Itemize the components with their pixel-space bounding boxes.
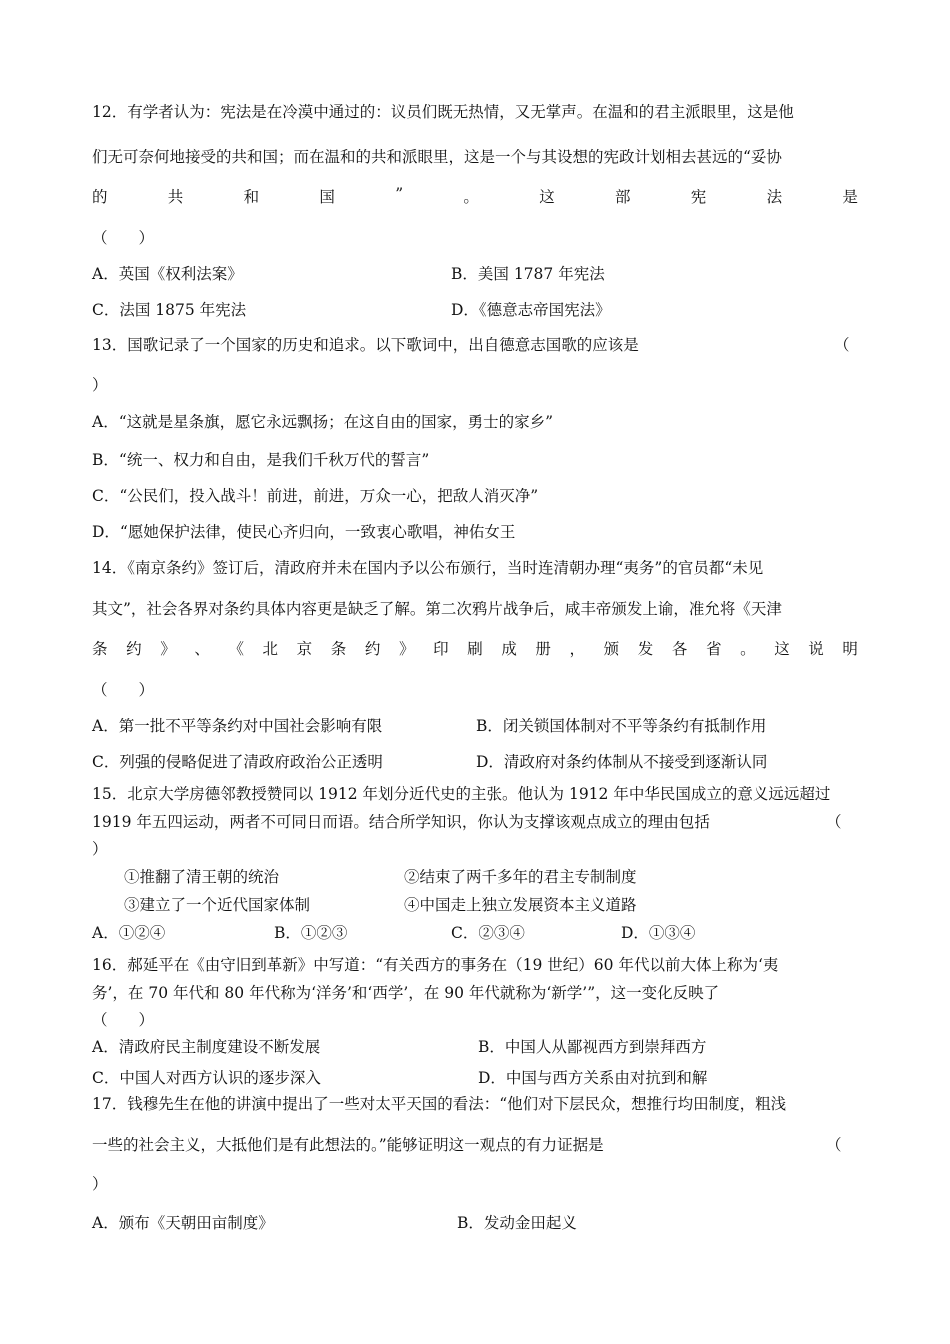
spread-char: 》 [398, 640, 415, 658]
q14-option-b: B．闭关锁国体制对不平等条约有抵制作用 [476, 717, 767, 735]
spread-char: 册 [535, 640, 551, 658]
q12-option-b: B．美国 1787 年宪法 [451, 265, 605, 283]
spread-char: 和 [243, 188, 260, 206]
q17-option-a: A．颁布《天朝田亩制度》 [92, 1214, 274, 1232]
spread-char: 国 [319, 188, 335, 206]
q13-line1: 13．国歌记录了一个国家的历史和追求。以下歌词中，出自德意志国歌的应该是 [92, 336, 639, 354]
q16-option-d: D．中国与西方关系由对抗到和解 [478, 1069, 708, 1087]
spread-char: ” [395, 185, 404, 203]
q12-paren: （ ） [92, 229, 155, 247]
q15-item-1: ①推翻了清王朝的统治 [124, 868, 280, 886]
spread-char: 是 [842, 188, 858, 206]
q15-line1: 15．北京大学房德邻教授赞同以 1912 年划分近代史的主张。他认为 1912 年中华民国成立的意义远远超过 [92, 785, 831, 803]
spread-char: 条 [330, 640, 347, 658]
spread-char: 各 [671, 640, 688, 658]
spread-char: 条 [92, 640, 108, 658]
spread-char: ， [569, 640, 586, 658]
q15-paren-right: ） [92, 840, 108, 858]
spread-char: 发 [637, 640, 654, 658]
q12-option-a: A．英国《权利法案》 [92, 265, 243, 283]
spread-char: 》 [160, 640, 176, 658]
q14-line1: 14．《南京条约》签订后，清政府并未在国内予以公布颁行，当时连清朝办理“夷务”的官员都“未见 [92, 559, 764, 577]
q15-item-2: ②结束了两千多年的君主专制制度 [404, 868, 637, 886]
spread-char: 约 [364, 640, 381, 658]
q15-option-d: D．①③④ [621, 924, 696, 942]
q16-option-b: B．中国人从鄙视西方到崇拜西方 [478, 1038, 707, 1056]
q16-line2: 务’，在 70 年代和 80 年代称为‘洋务’和‘西学’，在 90 年代就称为‘新学’”，这一变化反映了 [92, 984, 720, 1002]
q16-option-c: C．中国人对西方认识的逐步深入 [92, 1069, 321, 1087]
q15-option-c: C．②③④ [451, 924, 525, 942]
q13-paren-left: （ [834, 336, 850, 354]
q15-option-b: B．①②③ [274, 924, 348, 942]
spread-char: 颁 [603, 640, 620, 658]
q17-option-b: B．发动金田起义 [457, 1214, 577, 1232]
q14-line2: 其文”，社会各界对条约具体内容更是缺乏了解。第二次鸦片战争后，咸丰帝颁发上谕，准允将《天津 [92, 600, 782, 618]
spread-char: 部 [615, 188, 631, 206]
q13-option-c: C．“公民们，投入战斗！前进，前进，万众一心，把敌人消灭净” [92, 487, 539, 505]
q12-option-c: C．法国 1875 年宪法 [92, 301, 247, 319]
q16-option-a: A．清政府民主制度建设不断发展 [92, 1038, 321, 1056]
spread-char: 宪 [690, 188, 707, 206]
spread-char: 这 [539, 188, 555, 206]
q17-paren-right: ） [92, 1175, 108, 1193]
spread-char: 《 [228, 640, 244, 658]
q15-option-a: A．①②④ [92, 924, 166, 942]
spread-char: 刷 [467, 640, 483, 658]
spread-char: 的 [92, 188, 108, 206]
spread-char: 法 [766, 188, 783, 206]
q14-option-d: D．清政府对条约体制从不接受到逐渐认同 [476, 753, 768, 771]
q15-item-3: ③建立了一个近代国家体制 [124, 896, 311, 914]
spread-char: 成 [501, 640, 517, 658]
spread-char: 约 [126, 640, 142, 658]
q17-line2: 一些的社会主义，大抵他们是有此想法的。”能够证明这一观点的有力证据是 [92, 1136, 604, 1154]
spread-char: 省 [705, 640, 722, 658]
q12-option-d: D．《德意志帝国宪法》 [451, 301, 611, 319]
spread-char: 京 [296, 640, 313, 658]
q14-option-c: C．列强的侵略促进了清政府政治公正透明 [92, 753, 383, 771]
q12-line1: 12．有学者认为：宪法是在冷漠中通过的：议员们既无热情，又无掌声。在温和的君主派眼里，这是他 [92, 103, 794, 121]
spread-char: 共 [167, 188, 184, 206]
q13-option-a: A．“这就是星条旗，愿它永远飘扬；在这自由的国家，勇士的家乡” [92, 413, 554, 431]
q15-line2: 1919 年五四运动，两者不可同日而语。结合所学知识，你认为支撑该观点成立的理由包括 [92, 813, 710, 831]
spread-char: 。 [463, 188, 479, 206]
spread-char: 这 [774, 640, 790, 658]
q16-paren: （ ） [92, 1011, 155, 1029]
q12-line2: 们无可奈何地接受的共和国；而在温和的共和派眼里，这是一个与其设想的宪政计划相去甚远的“妥协 [92, 148, 782, 166]
spread-char: 。 [740, 640, 756, 658]
q13-option-b: B．“统一、权力和自由，是我们千秋万代的誓言” [92, 451, 430, 469]
spread-char: 北 [262, 640, 279, 658]
spread-char: 印 [433, 640, 449, 658]
q15-paren-left: （ [826, 813, 842, 831]
q14-paren: （ ） [92, 681, 155, 699]
spread-char: 、 [194, 640, 210, 658]
q13-option-d: D．“愿她保护法律，使民心齐归向，一致衷心歌唱，神佑女王 [92, 523, 516, 541]
q14-line3 [92, 637, 858, 659]
q17-line1: 17．钱穆先生在他的讲演中提出了一些对太平天国的看法：“他们对下层民众，想推行均田制度，粗浅 [92, 1095, 787, 1113]
q15-item-4: ④中国走上独立发展资本主义道路 [404, 896, 637, 914]
spread-char: 说 [808, 640, 824, 658]
q17-paren-left: （ [826, 1136, 842, 1154]
spread-char: 明 [842, 640, 858, 658]
q14-option-a: A．第一批不平等条约对中国社会影响有限 [92, 717, 383, 735]
q13-paren-right: ） [92, 376, 108, 394]
q16-line1: 16．郝延平在《由守旧到革新》中写道：“有关西方的事务在（19 世纪）60 年代以前大体上称为‘夷 [92, 956, 779, 974]
q12-line3 [92, 185, 858, 207]
